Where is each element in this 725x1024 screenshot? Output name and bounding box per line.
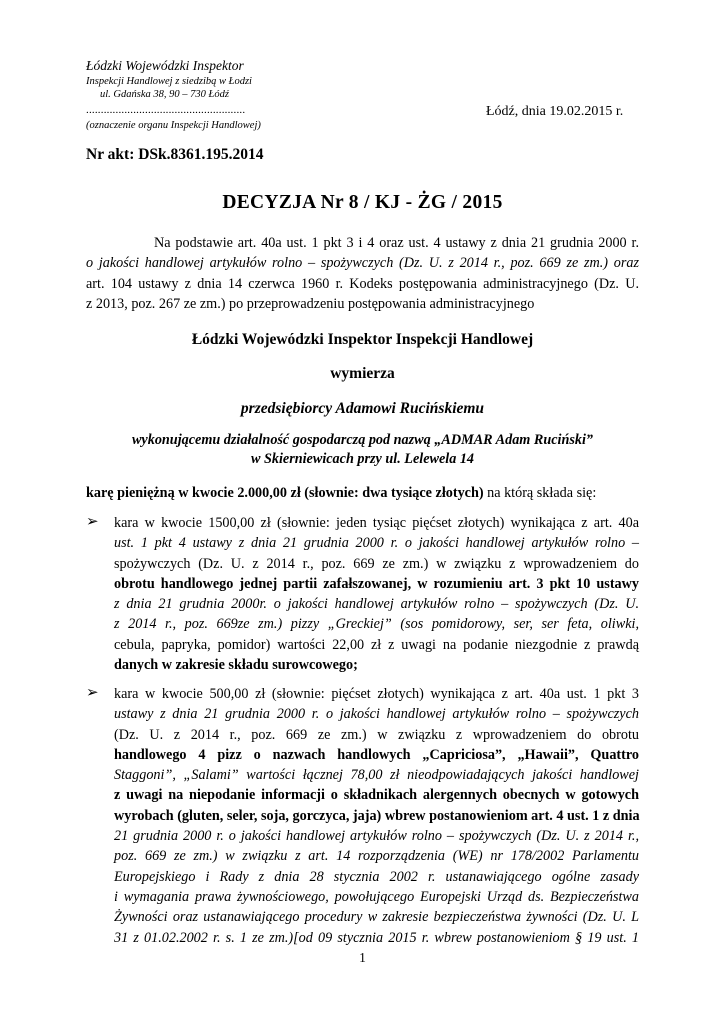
case-number: Nr akt: DSk.8361.195.2014: [86, 146, 264, 163]
penalty-rest: na którą składa się:: [483, 485, 597, 501]
office-name: Łódzki Wojewódzki Inspektor: [86, 58, 244, 73]
item-line: kara w kwocie 500,00 zł (słownie: pięćset złotych) wynikająca z art. 40a ust. 1 pkt 3: [114, 686, 639, 702]
penalty-item-2: [114, 684, 639, 948]
legal-basis-paragraph: [86, 233, 639, 314]
item-line: poz. 669 ze zm.) w związku z art. 14 rozporządzenia (WE) nr 178/2002 Parlamentu: [114, 848, 639, 865]
bullet-arrow-icon: ➢: [86, 514, 99, 530]
item-line: obrotu handlowego jednej partii zafałszowanej, w rozumieniu art. 3 pkt 10 ustawy: [114, 575, 639, 592]
office-note: (oznaczenie organu Inspekcji Handlowej): [86, 120, 261, 131]
penalty-statement: [86, 485, 596, 502]
item-line: danych w zakresie składu surowcowego;: [114, 657, 358, 674]
item-line: 31 z 01.02.2002 r. s. 1 ze zm.)[od 09 stycznia 2015 r. wbrew postanowieniom § 19 ust. 1: [114, 929, 639, 946]
item-line: kara w kwocie 1500,00 zł (słownie: jeden tysiąc pięćset złotych) wynikająca z art. 40a: [114, 515, 639, 531]
item-line: handlowego 4 pizz o nazwach handlowych „Capriciosa”, „Hawaii”, Quattro: [114, 746, 639, 763]
penalty-item-1: [114, 513, 639, 675]
page-number: 1: [359, 950, 366, 965]
item-line: ust. 1 pkt 4 ustawy z dnia 21 grudnia 2000 r. o jakości handlowej artykułów rolno –: [114, 535, 639, 552]
business-name: wykonującemu działalność gospodarczą pod nazwą „ADMAR Adam Ruciński”: [131, 432, 594, 448]
item-line: 21 grudnia 2000 r. o jakości handlowej artykułów rolno – spożywczych (Dz. U. z 2014 r.,: [114, 828, 639, 845]
business-address: w Skierniewicach przy ul. Lelewela 14: [250, 451, 475, 467]
penalty-amount: karę pieniężną w kwocie 2.000,00 zł (słownie: dwa tysiące złotych): [86, 485, 484, 501]
signature-dots: ......................................................: [86, 104, 246, 116]
item-line: z 2014 r., poz. 669ze zm.) pizzy „Greckiej” (sos pomidorowy, ser, ser feta, oliwki,: [114, 616, 639, 633]
item-line: spożywczych (Dz. U. z 2014 r., poz. 669 ze zm.) w związku z wprowadzeniem do: [114, 555, 639, 572]
authority-heading: Łódzki Wojewódzki Inspektor Inspekcji Handlowej: [191, 331, 534, 348]
basis-line: art. 104 ustawy z dnia 14 czerwca 1960 r. Kodeks postępowania administracyjnego (Dz. U.: [86, 275, 639, 292]
office-address: ul. Gdańska 38, 90 – 730 Łódź: [100, 89, 229, 100]
item-line: ustawy z dnia 21 grudnia 2000 r. o jakości handlowej artykułów rolno – spożywczych: [114, 706, 639, 723]
basis-line: z 2013, poz. 267 ze zm.) po przeprowadzeniu postępowania administracyjnego: [86, 295, 535, 312]
place-date: Łódź, dnia 19.02.2015 r.: [486, 104, 624, 119]
item-line: Europejskiego i Rady z dnia 28 stycznia 2002 r. ustanawiającego ogólne zasady: [114, 868, 639, 885]
verb-heading: wymierza: [330, 365, 395, 382]
item-line: z dnia 21 grudnia 2000r. o jakości handlowej artykułów rolno – spożywczych (Dz. U.: [114, 596, 639, 613]
item-line: cebula, papryka, pomidor) wartości 22,00 zł z uwagi na podanie niezgodnie z prawdą: [114, 636, 639, 653]
item-line: Staggoni”, „Salami” wartości łącznej 78,00 zł nieodpowiadających jakości handlowej: [114, 767, 639, 784]
item-line: Żywności oraz ustanawiającego procedury w zakresie bezpieczeństwa żywności (Dz. U. L: [114, 909, 639, 926]
decision-title: DECYZJA Nr 8 / KJ - ŻG / 2015: [222, 192, 503, 213]
item-line: z uwagi na niepodanie informacji o składnikach alergennych obecnych w gotowych: [114, 787, 639, 804]
basis-line: o jakości handlowej artykułów rolno – spożywczych (Dz. U. z 2014 r., poz. 669 ze zm.) oraz: [86, 255, 639, 272]
item-line: i wymagania prawa żywnościowego, powołującego Europejski Urząd ds. Bezpieczeństwa: [114, 888, 639, 905]
item-line: (Dz. U. z 2014 r., poz. 669 ze zm.) w związku z wprowadzeniem do obrotu: [114, 726, 639, 743]
item-line: wyrobach (gluten, seler, soja, gorczyca, jaja) wbrew postanowieniom art. 4 ust. 1 z dnia: [114, 807, 640, 824]
bullet-arrow-icon: ➢: [86, 685, 99, 701]
addressee: przedsiębiorcy Adamowi Rucińskiemu: [240, 400, 485, 417]
office-subtitle: Inspekcji Handlowej z siedzibą w Łodzi: [86, 76, 252, 87]
basis-line: Na podstawie art. 40a ust. 1 pkt 3 i 4 oraz ust. 4 ustawy z dnia 21 grudnia 2000 r.: [154, 235, 639, 251]
